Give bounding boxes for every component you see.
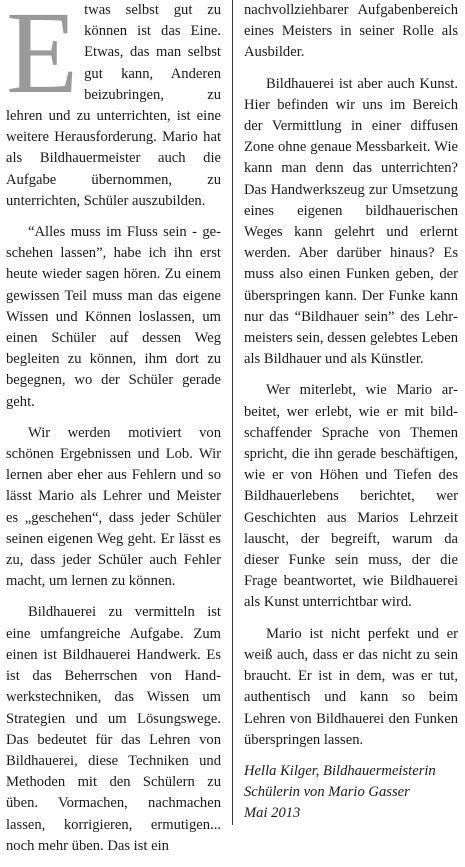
signature-author: Hella Kilger, Bildhauermeisterin bbox=[244, 762, 436, 779]
paragraph-authentic: Mario ist nicht perfekt und er weiß auch, dass er das nicht zu sein braucht. Er ist in dem, was er tut, authentisch und kann so beim Lehren von Bildhauerei den Funken überspringen lassen. bbox=[244, 625, 458, 748]
drop-cap: E bbox=[6, 0, 79, 118]
left-column bbox=[6, 0, 221, 867]
paragraph-experience: Wer miterlebt, wie Mario arbeitet, wer erlebt, wie er mit bildschaffender Sprache von Themen spricht, die ihn gerade beschäftigen, wie er von Höhen und Tiefen des Bildhauerlebens berichtet, wer Geschichten aus Marios Lehrzeit lauscht, der begreift, warum da dieser Funke sein muss, der die Frage beantwortet, wie Bildhauerei als Kunst unterrichtbar wird. bbox=[244, 382, 458, 611]
column-divider bbox=[232, 0, 233, 825]
paragraph-craft-continued: nachvollziehbarer Aufgabenbereich eines Meisters in seiner Rolle als Ausbilder. bbox=[244, 2, 458, 61]
paragraph-art: Bildhauerei ist aber auch Kunst. Hier befinden wir uns im Bereich der Vermittlung in einer diffusen Zone ohne genaue Messbarkeit. Wie kann man denn das unterrichten? Das Handwerkszeug zur Umsetzung eines eigenen bildhauerischen Weges kann gelehrt und erlernt werden. Aber darüber hinaus? Es muss also einen Funken geben, der überspringen kann. Der Funke kann nur das “Bildhauer sein” des Lehrmeisters sein, dessen gelebtes Leben als Bildhauer und als Künstler. bbox=[244, 75, 458, 368]
right-column bbox=[244, 0, 458, 824]
signature-role: Schülerin von Mario Gasser bbox=[244, 783, 410, 800]
signature-date: Mai 2013 bbox=[244, 804, 301, 821]
paragraph-intro bbox=[6, 0, 221, 212]
paragraph-motivation: Wir werden motiviert von schönen Ergebnissen und Lob. Wir lernen aber eher aus Fehlern und so lässt Mario als Lehrer und Meister es „geschehen“, dass jeder Schüler seinen eigenen Weg geht. Er lässt es zu, dass jeder Schüler auch Fehler macht, um lernen zu können. bbox=[6, 424, 221, 590]
paragraph-flow: “Alles muss im Fluss sein - geschehen lassen”, habe ich ihn erst heute wieder sagen hören. Zu einem gewissen Teil muss man das eigene Wissen und Können loslassen, um einen Schüler auf dessen Weg begleiten zu können, ihm dort zu begegnen, wo der Schüler gerade geht. bbox=[6, 224, 221, 410]
paragraph-craft: Bildhauerei zu vermitteln ist eine umfangreiche Aufgabe. Zum einen ist Bildhauerei Handwerk. Es ist das Beherrschen von Handwerkstechniken, das Wissen um Strategien und um Lösungswege. Das bedeutet für das Lehren von Bildhauerei, diese Techniken und Methoden mit den Schülern zu üben. Vormachen, nachmachen lassen, korrigieren, ermutigen... noch mehr üben. Das ist ein bbox=[6, 604, 221, 854]
signature bbox=[244, 761, 458, 824]
paragraph-intro-text: twas selbst gut zu können ist das Eine. Etwas, das man selbst gut kann, Anderen beizubringen, zu lehren und zu unterrichten, ist eine weitere Herausforderung. Mario hat als Bildhauermeister auch die Aufgabe übernommen, zu unterrichten, Schüler auszubilden. bbox=[6, 2, 221, 209]
